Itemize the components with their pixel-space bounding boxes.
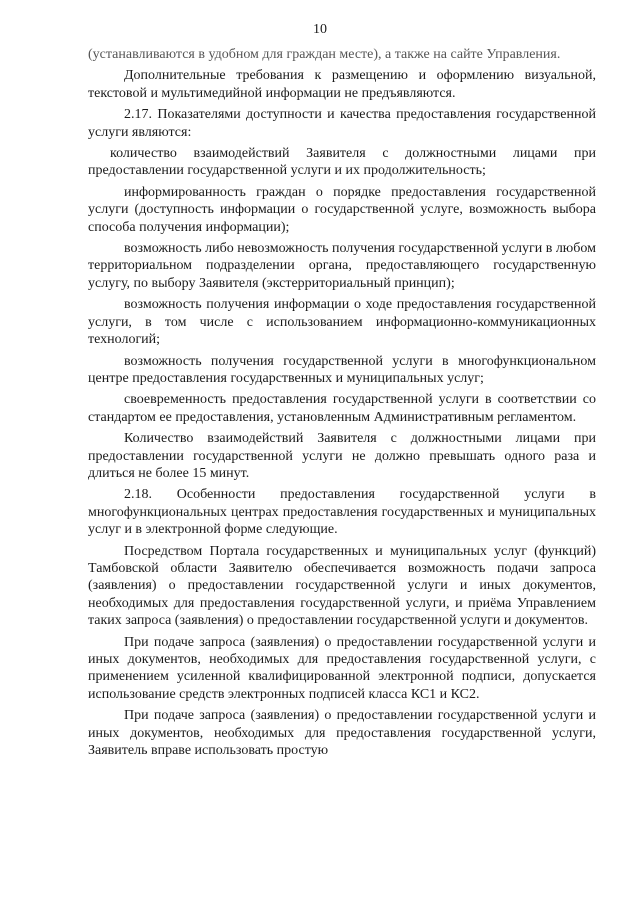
list-item: информированность граждан о порядке предоставления государственной услуги (доступность информации о государственной услуге, возможность выбора способа получения информации); — [88, 184, 596, 235]
page-number: 10 — [313, 22, 327, 37]
list-item: возможность получения информации о ходе предоставления государственной услуги, в том числе с использованием информационно-коммуникационных технологий; — [88, 297, 596, 348]
list-item: своевременность предоставления государственной услуги в соответствии со стандартом ее предоставления, установленным Административным регламентом. — [88, 392, 596, 425]
section-2-18-heading: 2.18. Особенности предоставления государственной услуги в многофункциональных центрах предоставления государственных и муниципальных услуг и в электронной форме следующие. — [88, 487, 596, 538]
list-item: количество взаимодействий Заявителя с должностными лицами при предоставлении государственной услуги и их продолжительность; — [88, 146, 596, 179]
list-item: возможность либо невозможность получения государственной услуги в любом территориальном подразделении органа, предоставляющего государственную услугу, по выбору Заявителя (экстерриториальный принцип); — [88, 241, 596, 291]
paragraph: При подаче запроса (заявления) о предоставлении государственной услуги и иных документов, необходимых для предоставления государственной услуги, с применением усиленной квалифицированной электронной подписи, допускается использование средств электронных подписей класса КС1 и КС2. — [88, 634, 596, 702]
list-item: возможность получения государственной услуги в многофункциональном центре предоставления государственных и муниципальных услуг; — [88, 353, 596, 386]
paragraph: (устанавливаются в удобном для граждан месте), а также на сайте Управления. — [88, 47, 561, 62]
paragraph: Дополнительные требования к размещению и оформлению визуальной, текстовой и мультимедийной информации не предъявляются. — [88, 68, 596, 101]
paragraph: Количество взаимодействий Заявителя с должностными лицами при предоставлении государственной услуги не должно превышать одного раза и длиться не более 15 минут. — [88, 431, 596, 481]
section-2-17-heading: 2.17. Показателями доступности и качества предоставления государственной услуги являются: — [88, 107, 596, 140]
paragraph: Посредством Портала государственных и муниципальных услуг (функций) Тамбовской области Заявителю обеспечивается возможность подачи запроса (заявления) о предоставлении государственной услуги и иных документов, необходимых для предоставления государственной услуги, и приёма Управлением таких запроса (заявления) о предоставлении государственной услуги и документов. — [88, 543, 596, 629]
paragraph: При подаче запроса (заявления) о предоставлении государственной услуги и иных документов, необходимых для предоставления государственной услуги, Заявитель вправе использовать простую — [88, 708, 596, 759]
document-body — [88, 46, 596, 763]
